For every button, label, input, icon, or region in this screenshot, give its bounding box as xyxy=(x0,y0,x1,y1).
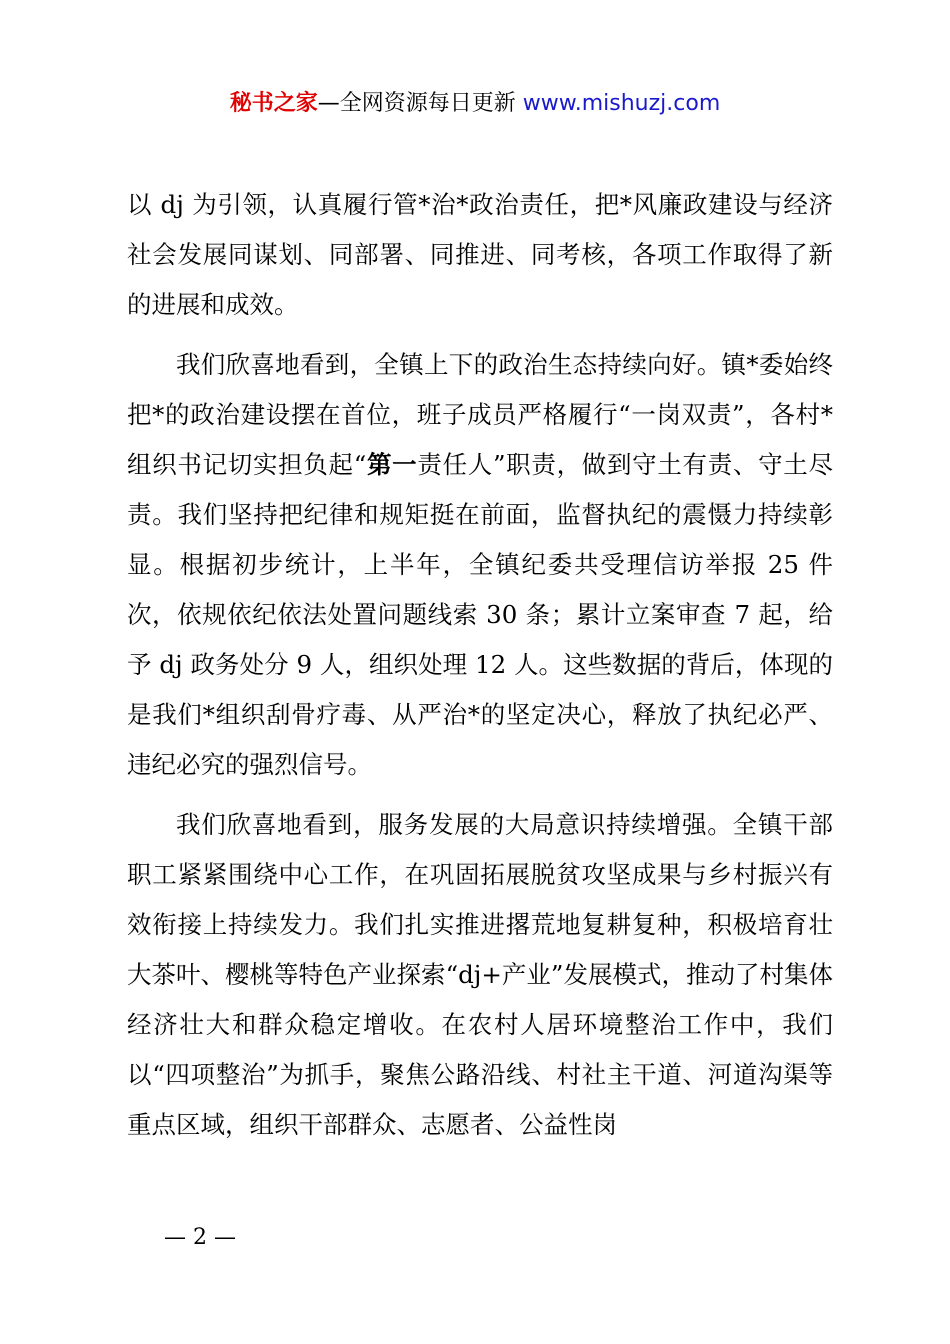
site-url-link[interactable]: www.mishuzj.com xyxy=(522,91,721,116)
site-header xyxy=(0,88,950,120)
site-brand: 秘书之家 xyxy=(229,91,318,116)
paragraph-2-bold-phrase: 第一 xyxy=(366,450,418,479)
page-number: — 2 — xyxy=(164,1225,236,1250)
paragraph-2 xyxy=(127,340,833,790)
document-body xyxy=(127,180,833,1160)
paragraph-2-part-1: 我们欣喜地看到，全镇上下的政治生态持续向好。镇*委始终把*的政治建设摆在首位，班子成员严格履行“一岗双责”，各村*组织书记切实担负起“ xyxy=(127,350,833,479)
paragraph-1: 以 dj 为引领，认真履行管*治*政治责任，把*风廉政建设与经济社会发展同谋划、同部署、同推进、同考核，各项工作取得了新的进展和成效。 xyxy=(127,190,833,319)
site-tagline: —全网资源每日更新 xyxy=(317,91,523,116)
paragraph-2-part-2: 责任人”职责，做到守土有责、守土尽责。我们坚持把纪律和规矩挺在前面，监督执纪的震慑力持续彰显。根据初步统计，上半年，全镇纪委共受理信访举报 25 件次，依规依纪依法处置问题线索 30 条；累计立案审查 7 起，给予 dj 政务处分 9 人，组织处理 12 人。这些数据的背后，体现的是我们*组织刮骨疗毒、从严治*的坚定决心，释放了执纪必严、违纪必究的强烈信号。 xyxy=(127,450,834,779)
paragraph-3: 我们欣喜地看到，服务发展的大局意识持续增强。全镇干部职工紧紧围绕中心工作，在巩固拓展脱贫攻坚成果与乡村振兴有效衔接上持续发力。我们扎实推进撂荒地复耕复种，积极培育壮大茶叶、樱桃等特色产业探索“dj+产业”发展模式，推动了村集体经济壮大和群众稳定增收。在农村人居环境整治工作中，我们以“四项整治”为抓手，聚焦公路沿线、村社主干道、河道沟渠等重点区域，组织干部群众、志愿者、公益性岗 xyxy=(127,810,833,1139)
